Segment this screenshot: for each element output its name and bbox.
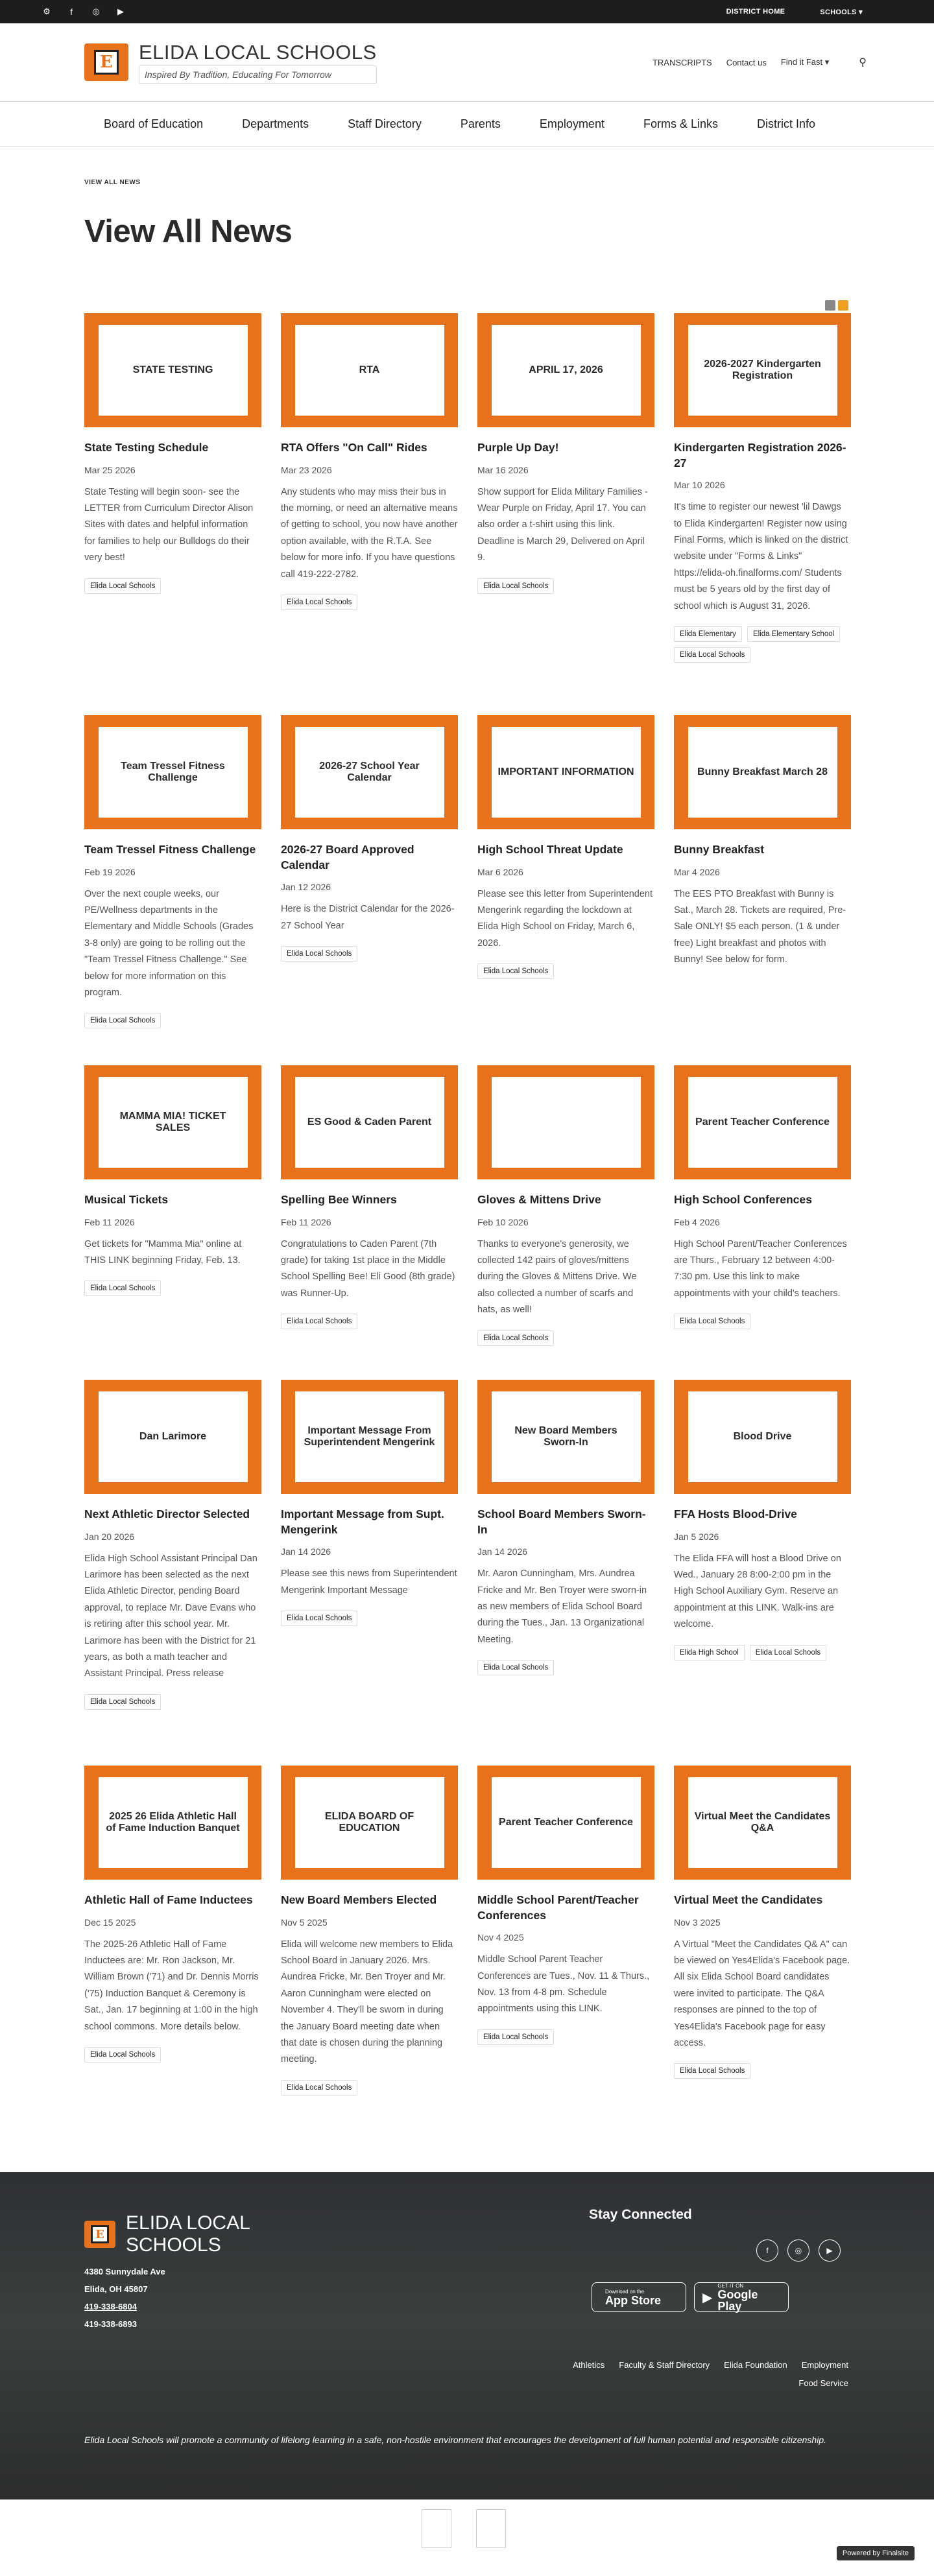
news-title[interactable]: FFA Hosts Blood-Drive [674,1507,797,1520]
footer-link-faculty[interactable]: Faculty & Staff Directory [619,2360,710,2370]
news-title[interactable]: Next Athletic Director Selected [84,1507,250,1520]
news-summary: Here is the District Calendar for the 2026-27 School Year [281,904,455,931]
news-tags [84,1694,261,1710]
thumbnail-caption: RTA [295,325,444,416]
footer-link-foundation[interactable]: Elida Foundation [724,2360,787,2370]
thumbnail-caption: Team Tressel Fitness Challenge [99,727,248,818]
news-title[interactable]: Bunny Breakfast [674,843,765,856]
utility-social [42,6,126,17]
news-tag[interactable]: Elida Elementary [674,626,742,642]
fax-number: 419-338-6893 [84,2319,137,2329]
footer-link-athletics[interactable]: Athletics [573,2360,605,2370]
news-card[interactable] [281,1065,458,1380]
news-card[interactable] [281,715,458,1065]
google-play-big: Google Play [717,2287,758,2313]
app-store-big: App Store [605,2293,662,2307]
footer-link-food-service[interactable]: Food Service [798,2378,848,2388]
translate-icon[interactable]: ⚙ [43,6,51,16]
news-tags [84,2047,261,2062]
facebook-icon[interactable]: f [70,6,73,17]
news-summary: Please see this news from Superintendent Mengerink Important Message [281,1568,457,1596]
news-tags [281,1314,458,1329]
news-summary: The EES PTO Breakfast with Bunny is Sat., March 28. Tickets are required, Pre-Sale ONLY! $5 each person. (1 & under free) Light breakfast and photos with Bunny! See below for form. [674,888,846,965]
news-summary: Middle School Parent Teacher Conferences are Tues., Nov. 11 & Thurs., Nov. 13 from 4-8 pm. Schedule appointments using this LINK. [477,1954,650,2015]
news-title[interactable]: Athletic Hall of Fame Inductees [84,1893,253,1906]
transcripts-link[interactable]: TRANSCRIPTS [652,57,712,67]
news-date: Nov 3 2025 [674,1917,721,1928]
footer-school-name: ELIDA LOCAL SCHOOLS [126,2212,250,2256]
news-date: Feb 10 2026 [477,1216,529,1227]
news-summary: Any students who may miss their bus in the morning, or need an alternative means of getting to school, you now have another option available, with the R.T.A. See below for more info. If you have questions call 419-222-2782. [281,486,458,580]
thumbnail-caption [492,1077,641,1168]
news-tag[interactable]: Elida Local Schools [281,946,357,962]
news-card[interactable] [281,1380,458,1766]
news-date: Mar 16 2026 [477,464,529,475]
news-date: Mar 25 2026 [84,464,136,475]
news-card[interactable] [477,1380,654,1766]
school-name: ELIDA LOCAL SCHOOLS [139,41,377,64]
news-summary: Mr. Aaron Cunningham, Mrs. Aundrea Fricke and Mr. Ben Troyer were sworn-in as new members of Elida School Board during the Tues., Jan. 13 Organizational Meeting. [477,1568,647,1645]
rss-icon[interactable] [825,300,835,311]
district-home-link[interactable]: DISTRICT HOME [726,7,785,16]
news-card[interactable] [477,1766,654,2116]
news-title[interactable]: New Board Members Elected [281,1893,437,1906]
news-summary: The 2025-26 Athletic Hall of Fame Inductees are: Mr. Ron Jackson, Mr. William Brown ('71) and Dr. Dennis Morris ('75) Induction Banquet & Ceremony is Sat., Jan. 17 beginning at 1:00 in the high school commons. More details below. [84,1939,259,2032]
news-tags [477,578,654,594]
brand[interactable] [84,41,377,84]
news-tags [477,963,654,979]
footer-link-employment[interactable]: Employment [801,2360,848,2370]
news-thumbnail[interactable] [84,1766,261,1880]
news-tag[interactable]: Elida Local Schools [281,595,357,610]
utility-bar [0,0,934,23]
schools-label: SCHOOLS [820,8,857,16]
news-thumbnail[interactable] [477,1065,654,1179]
mission-statement: Elida Local Schools will promote a community of lifelong learning in a safe, non-hostile environment that encourages the development of full human potential and responsible citizenship. [84,2435,827,2445]
news-tag[interactable]: Elida Local Schools [477,578,554,594]
calendar-feed-icon[interactable] [838,300,848,311]
news-card[interactable] [674,1380,851,1766]
news-summary: Thanks to everyone's generosity, we collected 142 pairs of gloves/mittens during the Gloves & Mittens Drive. We also collected a number of scarfs and hats, as well! [477,1238,637,1316]
news-summary: Show support for Elida Military Families -Wear Purple on Friday, April 17. You can also order a t-shirt using this link. Deadline is March 29, Delivered on April 9. [477,486,648,563]
nav-employment[interactable]: Employment [539,117,605,130]
news-title[interactable]: 2026-27 Board Approved Calendar [281,843,414,871]
footer-logo: E [84,2221,115,2248]
news-summary: It's time to register our newest 'lil Dawgs to Elida Kindergarten! Register now using Final Forms, which is linked on the district website under "Forms & Links" https://elida-oh.finalforms.com/ Students must be 5 years old by the first day of school which is August 31, 2026. [674,502,848,611]
news-tag[interactable]: Elida Local Schools [477,1660,554,1675]
app-store-small: Download on the [605,2288,645,2295]
site-footer [0,2172,934,2499]
news-tags [674,1645,851,1660]
badge-logo-2[interactable] [476,2509,506,2548]
news-tag[interactable]: Elida Local Schools [281,1611,357,1626]
news-summary: Over the next couple weeks, our PE/Wellness departments in the Elementary and Middle Schools (Grades 3-8 only) are going to be rolling out the "Team Tressel Fitness Challenge." See below for more information on this program. [84,888,254,998]
news-card[interactable] [84,1065,261,1380]
news-card[interactable] [674,313,851,715]
news-tags [674,2063,851,2079]
news-card[interactable] [84,715,261,1065]
footer-social [756,2239,841,2262]
news-card[interactable] [477,313,654,715]
news-title[interactable]: Important Message from Supt. Mengerink [281,1507,444,1536]
thumbnail-caption: New Board Members Sworn-In [492,1391,641,1482]
thumbnail-caption: Parent Teacher Conference [492,1777,641,1868]
google-play-small: GET IT ON [717,2282,744,2289]
news-tag[interactable]: Elida Local Schools [84,1281,161,1296]
address-street: 4380 Sunnydale Ave [84,2267,165,2276]
news-thumbnail[interactable] [281,1766,458,1880]
nav-departments[interactable]: Departments [242,117,309,130]
news-summary: State Testing will begin soon- see the LETTER from Curriculum Director Alison Sites with dates and helpful information for families to help our Bulldogs do their very best! [84,486,254,563]
news-card[interactable] [84,313,261,715]
news-tag[interactable]: Elida Local Schools [674,1314,750,1329]
news-thumbnail[interactable] [477,1380,654,1494]
badge-logo[interactable] [422,2509,451,2548]
app-store-button[interactable] [592,2282,686,2312]
news-thumbnail[interactable] [477,313,654,427]
thumbnail-caption: MAMMA MIA! TICKET SALES [99,1077,248,1168]
news-card[interactable] [281,1766,458,2116]
news-date: Jan 12 2026 [281,882,331,893]
google-play-button[interactable] [694,2282,789,2312]
news-title[interactable]: RTA Offers "On Call" Rides [281,441,427,454]
page-title: View All News [84,214,293,249]
instagram-icon[interactable]: ◎ [92,6,100,16]
news-date: Mar 10 2026 [674,480,725,491]
news-tags [674,1314,851,1329]
news-title[interactable]: Virtual Meet the Candidates [674,1893,823,1906]
accreditation-badges [422,2509,506,2548]
contact-link[interactable]: Contact us [726,57,767,67]
app-store-badges [592,2282,789,2312]
news-tag[interactable]: Elida Local Schools [477,1330,554,1346]
news-thumbnail[interactable] [84,715,261,829]
find-it-fast-menu[interactable]: Find it Fast ▾ [780,57,830,67]
thumbnail-caption: Important Message From Superintendent Mengerink [295,1391,444,1482]
news-summary: High School Parent/Teacher Conferences are Thurs., February 12 between 4:00-7:30 pm. Use this link to make appointments with your child's teachers. [674,1238,847,1299]
news-card[interactable] [477,1065,654,1380]
news-grid [84,313,850,2116]
news-tag[interactable]: Elida Local Schools [674,2063,750,2079]
news-summary: Please see this letter from Superintendent Mengerink regarding the lockdown at Elida High School on Friday, March 6, 2026. [477,888,653,949]
news-date: Jan 14 2026 [281,1546,331,1557]
news-date: Feb 11 2026 [281,1216,331,1227]
play-icon: ▶ [702,2290,713,2305]
news-summary: Congratulations to Caden Parent (7th grade) for taking 1st place in the Middle School Spelling Bee! Eli Good (8th grade) was Runner-Up. [281,1238,455,1299]
news-date: Feb 4 2026 [674,1216,720,1227]
feed-icons [84,300,848,311]
news-thumbnail[interactable] [674,1380,851,1494]
school-logo: E [84,43,128,81]
news-title[interactable]: High School Threat Update [477,843,623,856]
thumbnail-caption: Bunny Breakfast March 28 [688,727,837,818]
news-thumbnail[interactable] [281,715,458,829]
thumbnail-caption: Blood Drive [688,1391,837,1482]
main-content [0,147,934,2116]
news-thumbnail[interactable] [477,715,654,829]
thumbnail-caption: Dan Larimore [99,1391,248,1482]
news-tag[interactable]: Elida Local Schools [477,2029,554,2045]
thumbnail-caption: ELIDA BOARD OF EDUCATION [295,1777,444,1868]
news-thumbnail[interactable] [281,313,458,427]
thumbnail-caption: Virtual Meet the Candidates Q&A [688,1777,837,1868]
news-tags [281,595,458,610]
news-title[interactable]: Musical Tickets [84,1193,169,1206]
news-tags [84,578,261,594]
news-thumbnail[interactable] [84,1380,261,1494]
news-tag[interactable]: Elida Local Schools [477,963,554,979]
address-city: Elida, OH 45807 [84,2284,148,2294]
news-title[interactable]: Gloves & Mittens Drive [477,1193,601,1206]
news-tags [281,2080,458,2096]
news-summary: Get tickets for "Mamma Mia" online at THIS LINK beginning Friday, Feb. 13. [84,1238,242,1266]
news-tags [477,1330,654,1346]
footer-brand[interactable] [84,2212,294,2256]
news-card[interactable] [674,1065,851,1380]
news-tag[interactable]: Elida Local Schools [84,1694,161,1710]
news-card[interactable] [477,715,654,1065]
news-date: Dec 15 2025 [84,1917,136,1928]
school-tagline: Inspired By Tradition, Educating For Tomorrow [139,65,377,84]
thumbnail-caption: 2025 26 Elida Athletic Hall of Fame Induction Banquet [99,1777,248,1868]
breadcrumb[interactable]: VIEW ALL NEWS [84,179,141,186]
thumbnail-caption: 2026-27 School Year Calendar [295,727,444,818]
news-title[interactable]: High School Conferences [674,1193,812,1206]
news-title[interactable]: State Testing Schedule [84,441,209,454]
thumbnail-caption: STATE TESTING [99,325,248,416]
stay-connected-heading: Stay Connected [589,2207,692,2222]
news-title[interactable]: Kindergarten Registration 2026-27 [674,441,846,469]
news-tag[interactable]: Elida Local Schools [281,1314,357,1329]
news-title[interactable]: Team Tressel Fitness Challenge [84,843,256,856]
nav-staff-directory[interactable]: Staff Directory [348,117,422,130]
news-tags [84,1281,261,1296]
news-card[interactable] [281,313,458,715]
news-thumbnail[interactable] [674,313,851,427]
news-tag[interactable]: Elida Local Schools [84,2047,161,2062]
news-date: Nov 5 2025 [281,1917,328,1928]
news-date: Jan 5 2026 [674,1531,719,1542]
news-date: Feb 11 2026 [84,1216,135,1227]
news-thumbnail[interactable] [281,1380,458,1494]
find-it-fast-label: Find it Fast [780,57,823,67]
news-tag[interactable]: Elida Local Schools [750,1645,826,1660]
news-date: Mar 4 2026 [674,866,720,877]
footer-facebook-icon[interactable]: f [756,2239,778,2262]
news-thumbnail[interactable] [281,1065,458,1179]
footer-youtube-icon[interactable]: ▶ [819,2239,841,2262]
news-summary: A Virtual "Meet the Candidates Q& A" can be viewed on Yes4Elida's Facebook page. All six Elida School Board candidates were invited to participate. The Q&A responses are pinned to the top of Yes4Elida's Facebook page for easy access. [674,1939,850,2048]
footer-address [84,2263,165,2333]
news-thumbnail[interactable] [84,1065,261,1179]
news-date: Jan 20 2026 [84,1531,135,1542]
phone-link[interactable]: 419-338-6804 [84,2302,137,2311]
news-date: Feb 19 2026 [84,866,136,877]
youtube-icon[interactable]: ▶ [117,6,124,16]
news-tag[interactable]: Elida Local Schools [674,647,750,663]
news-date: Nov 4 2025 [477,1932,524,1943]
news-summary: The Elida FFA will host a Blood Drive on Wed., January 28 8:00-2:00 pm in the High School Auxiliary Gym. Reserve an appointment at this LINK. Walk-ins are welcome. [674,1553,841,1630]
search-icon[interactable]: ⚲ [859,57,867,68]
thumbnail-caption: Parent Teacher Conference [688,1077,837,1168]
news-tag[interactable]: Elida Local Schools [281,2080,357,2096]
news-summary: Elida High School Assistant Principal Dan Larimore has been selected as the next Elida Athletic Director, pending Board approval, to replace Mr. Dave Evans who is retiring after this school year. Mr. Larimore has been with the District for 21 years, as both a math teacher and Assistant Principal. Press release [84,1553,257,1679]
news-title[interactable]: Middle School Parent/Teacher Conferences [477,1893,639,1922]
news-title[interactable]: Purple Up Day! [477,441,559,454]
news-card[interactable] [84,1766,261,2116]
main-nav [0,101,934,147]
news-tag[interactable]: Elida Elementary School [747,626,840,642]
powered-by-badge[interactable]: Powered by Finalsite [837,2546,915,2560]
footer-links [573,2360,848,2370]
thumbnail-caption: APRIL 17, 2026 [492,325,641,416]
news-tags [674,626,851,663]
thumbnail-caption: 2026-2027 Kindergarten Registration [688,325,837,416]
news-thumbnail[interactable] [674,1065,851,1179]
news-tag[interactable]: Elida High School [674,1645,745,1660]
nav-parents[interactable]: Parents [460,117,501,130]
news-date: Mar 23 2026 [281,464,332,475]
news-thumbnail[interactable] [477,1766,654,1880]
news-thumbnail[interactable] [674,1766,851,1880]
nav-district-info[interactable]: District Info [757,117,816,130]
footer-instagram-icon[interactable]: ◎ [787,2239,809,2262]
news-tag[interactable]: Elida Local Schools [84,578,161,594]
news-tags [477,1660,654,1675]
news-tags [477,2029,654,2045]
news-tags [281,1611,458,1626]
news-tags [84,1013,261,1028]
news-title[interactable]: School Board Members Sworn-In [477,1507,646,1536]
nav-board-of-education[interactable]: Board of Education [104,117,204,130]
nav-forms-links[interactable]: Forms & Links [643,117,718,130]
news-date: Jan 14 2026 [477,1546,528,1557]
news-tag[interactable]: Elida Local Schools [84,1013,161,1028]
news-thumbnail[interactable] [674,715,851,829]
news-thumbnail[interactable] [84,313,261,427]
news-card[interactable] [674,715,851,1065]
news-date: Mar 6 2026 [477,866,523,877]
site-header [0,23,934,101]
news-card[interactable] [674,1766,851,2116]
news-card[interactable] [84,1380,261,1766]
bottom-bar [0,2499,934,2576]
thumbnail-caption: ES Good & Caden Parent [295,1077,444,1168]
schools-menu[interactable]: SCHOOLS ▾ [820,8,863,16]
news-summary: Elida will welcome new members to Elida School Board in January 2026. Mrs. Aundrea Fricke, Mr. Ben Troyer and Mr. Aaron Cunningham were elected on November 4. They'll be sworn in during the January Board meeting date when that date is chosen during the planning meeting. [281,1939,453,2065]
news-tags [281,946,458,962]
news-title[interactable]: Spelling Bee Winners [281,1193,397,1206]
thumbnail-caption: IMPORTANT INFORMATION [492,727,641,818]
